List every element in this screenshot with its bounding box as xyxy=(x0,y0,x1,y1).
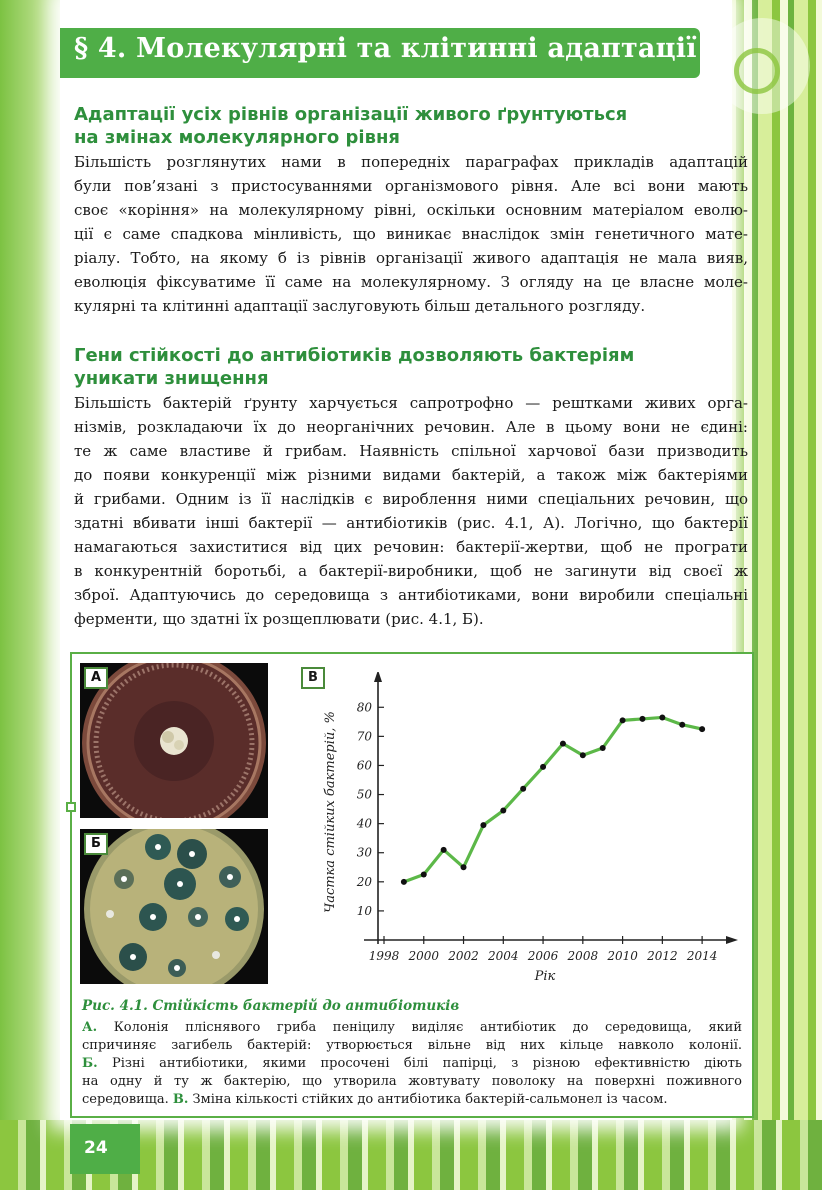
petri-dish-a-drawing xyxy=(80,663,268,818)
chart-label-v: В xyxy=(301,667,325,689)
y-tick-label: 80 xyxy=(356,700,372,715)
caption-text: середовища. xyxy=(82,1092,173,1107)
heading-line: уникати знищення xyxy=(74,368,269,389)
text-line: до появи конкуренції між різними видами бактерій, а також між бактеріями xyxy=(74,466,748,484)
data-point xyxy=(441,847,447,853)
text-line: намагаються захиститися від цих речовин: бактерії-жертви, щоб не програти xyxy=(74,538,748,556)
text-line: ції є саме спадкова мінливість, що виникає внаслідок змін генетичного мате- xyxy=(74,225,748,243)
petri-dish-photo-a xyxy=(80,663,268,818)
x-tick-label: 2010 xyxy=(607,949,638,963)
heading-line: Адаптації усіх рівнів організації живого ґрунтуються xyxy=(74,104,628,125)
data-point xyxy=(620,717,626,723)
y-tick-label: 50 xyxy=(356,787,372,802)
data-point xyxy=(600,745,606,751)
petri-dish-photo-b xyxy=(80,829,268,984)
data-point xyxy=(461,864,467,870)
data-point xyxy=(639,716,645,722)
caption-line xyxy=(82,1073,742,1091)
y-tick-label: 60 xyxy=(356,758,372,773)
paragraph-molecular xyxy=(74,150,748,318)
data-point xyxy=(679,722,685,728)
caption-text: Колонія пліснявого гриба пеніцилу виділяє антибіотик до середовища, який xyxy=(97,1020,742,1035)
x-tick-label: 2004 xyxy=(488,949,519,963)
photo-label-b: Б xyxy=(84,833,108,855)
caption-line xyxy=(82,1019,742,1037)
data-point xyxy=(699,726,705,732)
text-line: зброї. Адаптуючись до середовища з антибіотиками, вони виробили спеціальні xyxy=(74,586,748,604)
x-tick-label: 1998 xyxy=(368,949,400,963)
photo-label-a: А xyxy=(84,667,108,689)
data-point xyxy=(580,752,586,758)
text-line: кулярні та клітинні адаптації заслуговують більш детального розгляду. xyxy=(74,297,646,315)
data-point xyxy=(520,786,526,792)
data-point xyxy=(500,808,506,814)
chapter-title: § 4. Молекулярні та клітинні адаптації xyxy=(74,33,697,64)
caption-line xyxy=(82,1037,742,1055)
caption-lead: Б. xyxy=(82,1056,98,1071)
paragraph-antibiotics xyxy=(74,391,748,631)
figure-caption xyxy=(82,1019,742,1109)
section-heading-antibiotics xyxy=(74,344,734,390)
text-line: те ж саме властиве й грибам. Наявність спільної харчової бази призводить xyxy=(74,442,748,460)
x-tick-label: 2002 xyxy=(448,949,479,963)
text-line: ферменти, що здатні їх розщеплювати (рис. 4.1, Б). xyxy=(74,610,484,628)
caption-lead: В. xyxy=(172,1092,189,1107)
text-line: нізмів, розкладаючи їх до неорганічних речовин. Але в цьому вони не єдині: xyxy=(74,418,748,436)
heading-line: Гени стійкості до антибіотиків дозволяють бактеріям xyxy=(74,345,635,366)
page-number: 24 xyxy=(84,1138,108,1158)
figure-caption-title: Рис. 4.1. Стійкість бактерій до антибіотиків xyxy=(82,998,460,1014)
caption-text: Зміна кількості стійких до антибіотика бактерій-сальмонел із часом. xyxy=(188,1092,668,1107)
caption-text: на одну й ту ж бактерію, що утворила жовтувату поволоку на поверхні поживного xyxy=(82,1074,742,1089)
text-line: еволюція фіксуватиме її саме на молекулярному. З огляду на це власне моле- xyxy=(74,273,748,291)
data-point xyxy=(659,714,665,720)
x-tick-label: 2014 xyxy=(686,949,718,963)
x-tick-label: 2000 xyxy=(408,949,440,963)
resistance-line-chart xyxy=(292,672,742,992)
x-axis-arrow-icon xyxy=(726,936,738,944)
series-line xyxy=(404,717,702,881)
decorative-ring-icon xyxy=(734,48,780,94)
text-line: були пов’язані з пристосуваннями організмового рівня. Але всі вони мають xyxy=(74,177,748,195)
y-tick-label: 20 xyxy=(356,874,372,889)
data-point xyxy=(401,879,407,885)
x-axis-label: Рік xyxy=(534,969,556,984)
text-line: своє «коріння» на молекулярному рівні, оскільки основним матеріалом еволю- xyxy=(74,201,748,219)
text-line: Більшість розглянутих нами в попередніх параграфах прикладів адаптацій xyxy=(74,153,748,171)
caption-line xyxy=(82,1055,742,1073)
y-tick-label: 30 xyxy=(356,845,372,860)
text-line: здатні вбивати інші бактерії — антибіотиків (рис. 4.1, А). Логічно, що бактерії xyxy=(74,514,748,532)
y-axis-label: Частка стійких бактерій, % xyxy=(323,711,338,913)
text-line: Більшість бактерій ґрунту харчується сапротрофно — рештками живих орга- xyxy=(74,394,748,412)
y-tick-label: 40 xyxy=(356,816,372,831)
section-heading-molecular xyxy=(74,103,734,149)
caption-line xyxy=(82,1091,742,1109)
figure-4-1 xyxy=(70,652,754,1118)
x-tick-label: 2006 xyxy=(527,949,559,963)
x-tick-label: 2008 xyxy=(567,949,599,963)
caption-lead: А. xyxy=(82,1020,98,1035)
data-point xyxy=(480,822,486,828)
petri-dish-b-drawing xyxy=(80,829,268,984)
caption-text: Різні антибіотики, якими просочені білі папірці, з різною ефективністю діють xyxy=(97,1056,742,1071)
text-line: в конкурентній боротьбі, а бактерії-виробники, щоб не загинути від своєї ж xyxy=(74,562,748,580)
heading-line: на змінах молекулярного рівня xyxy=(74,127,400,148)
caption-text: спричиняє загибель бактерій: утворюється вільне від них кільце навколо колонії. xyxy=(82,1038,742,1053)
x-tick-label: 2012 xyxy=(647,949,678,963)
data-point xyxy=(421,872,427,878)
text-line: й грибами. Одним із її наслідків є вироблення ними спеціальних речовин, що xyxy=(74,490,748,508)
text-line: ріалу. Тобто, на якому б із рівнів організації живого адаптація не мала вияв, xyxy=(74,249,748,267)
figure-marker-icon xyxy=(66,802,76,812)
y-tick-label: 70 xyxy=(356,729,372,744)
data-point xyxy=(560,741,566,747)
y-axis-arrow-icon xyxy=(374,672,382,682)
y-tick-label: 10 xyxy=(356,903,372,918)
data-point xyxy=(540,764,546,770)
